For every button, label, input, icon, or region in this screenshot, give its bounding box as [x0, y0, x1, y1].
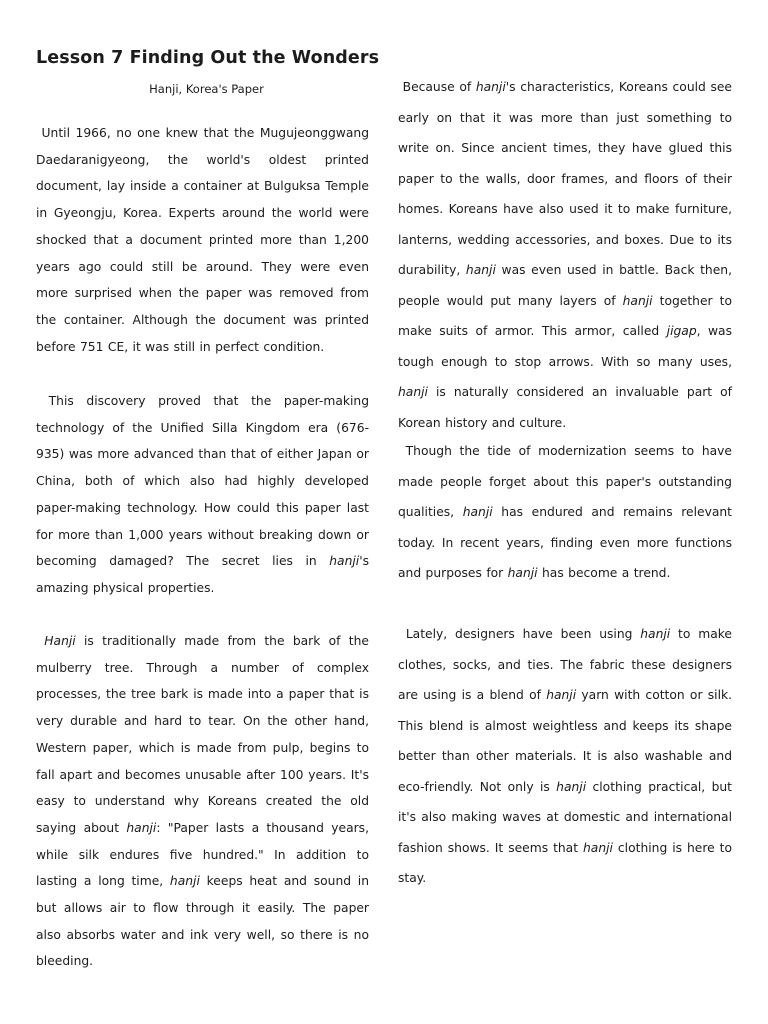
italic-term: hanji — [622, 293, 653, 308]
text-run: yarn with cotton or silk. This blend is almost weightless and keeps its shape better than other materials. It is also washable and eco-friendly. Not only is — [398, 688, 733, 794]
text-run: has become a trend. — [537, 566, 671, 580]
italic-term: hanji — [126, 820, 157, 835]
text-run: together to make suits of armor. This armor, called — [398, 293, 732, 338]
paragraph-fashion — [398, 619, 732, 894]
paragraph-uses — [398, 72, 732, 438]
text-run: is traditionally made from the bark of the mulberry tree. Through a number of complex processes, the tree bark is made into a paper that is very durable and hard to tear. On the other hand, Western paper, which is made from pulp, begins to fall apart and becomes unusable after 100 years. It's easy to understand why Koreans created the old saying about — [36, 634, 369, 835]
text-run: : "Paper lasts a thousand years, while silk endures five hundred." In addition to lasting a long time, — [36, 820, 369, 889]
italic-term: hanji — [462, 505, 493, 519]
text-run: clothing is here to stay. — [398, 840, 732, 885]
italic-term: hanji — [583, 840, 613, 855]
italic-term: Hanji — [44, 634, 76, 648]
text-run: 's amazing physical properties. — [36, 554, 369, 595]
italic-term: hanji — [507, 566, 538, 580]
italic-term: hanji — [169, 874, 200, 889]
paragraph-technology — [36, 388, 369, 602]
text-run: Though the tide of modernization seems to have made people forget about this paper's outstanding qualities, — [398, 444, 732, 519]
text-run: 's characteristics, Koreans could see early on that it was more than just something to write on. Since ancient times, they have glued this paper to the walls, door frames, and floors of their homes. Koreans have also used it to make furniture, lanterns, wedding accessories, and boxes. Due to its durability, — [398, 80, 732, 277]
paragraph-properties — [36, 628, 369, 975]
paragraph-modernization — [398, 436, 732, 589]
italic-term: hanji — [640, 627, 671, 641]
lesson-title: Lesson 7 Finding Out the Wonders — [36, 48, 380, 68]
text-run: has endured and remains relevant today. In recent years, finding even more functions and purposes for — [398, 505, 733, 580]
paragraph-discovery — [36, 120, 369, 360]
text-run: Until 1966, no one knew that the Mugujeonggwang Daedaranigyeong, the world's oldest printed document, lay inside a container at Bulguksa Temple in Gyeongju, Korea. Experts around the world were shocked that a document printed more than 1,200 years ago could still be around. They were even more surprised when the paper was removed from the container. Although the document was printed before 751 CE, it was still in perfect condition. — [36, 126, 369, 354]
text-run: clothing practical, but it's also making waves at domestic and international fashion shows. It seems that — [398, 779, 733, 855]
text-run: Lately, designers have been using — [398, 627, 641, 641]
text-run: , was tough enough to stop arrows. With so many uses, — [398, 324, 732, 369]
italic-term: hanji — [475, 80, 506, 94]
italic-term: hanji — [465, 263, 496, 277]
article-subtitle: Hanji, Korea's Paper — [149, 82, 264, 96]
italic-term: jigap — [666, 324, 697, 338]
italic-term: hanji — [546, 688, 577, 702]
text-run: to make clothes, socks, and ties. The fabric these designers are using is a blend of — [398, 627, 732, 702]
text-run: This discovery proved that the paper-making technology of the Unified Silla Kingdom era (676-935) was more advanced than that of either Japan or China, both of which also had highly developed paper-making technology. How could this paper last for more than 1,000 years without breaking down or becoming damaged? The secret lies in — [36, 394, 369, 569]
italic-term: hanji — [329, 554, 360, 569]
text-run: is naturally considered an invaluable part of Korean history and culture. — [398, 385, 732, 430]
text-run: was even used in battle. Back then, people would put many layers of — [398, 263, 732, 308]
text-run: Because of — [398, 80, 476, 94]
italic-term: hanji — [556, 779, 587, 794]
text-run: keeps heat and sound in but allows air to flow through it easily. The paper also absorbs water and ink very well, so there is no bleeding. — [36, 874, 369, 969]
italic-term: hanji — [398, 385, 428, 399]
